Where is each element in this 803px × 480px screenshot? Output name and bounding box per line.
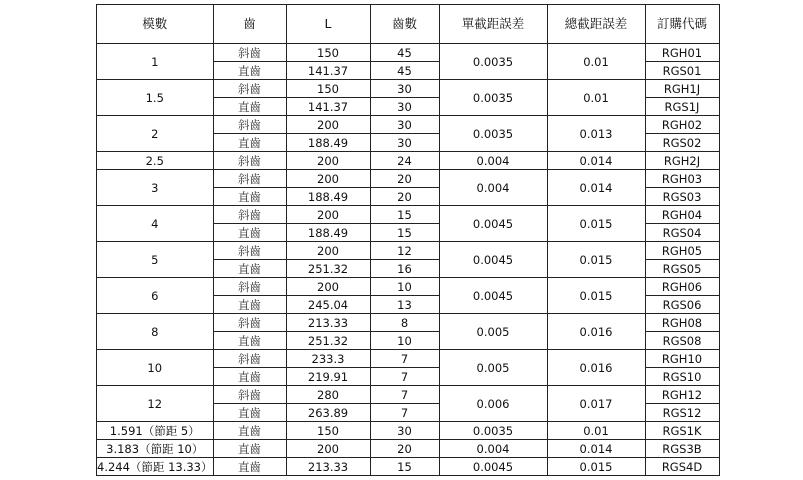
table-row xyxy=(97,422,720,440)
total-pitch-error-cell: 0.014 xyxy=(547,440,645,458)
table-row xyxy=(97,116,720,134)
module-cell: 10 xyxy=(97,350,214,386)
teeth-count-cell: 7 xyxy=(370,368,439,386)
table-row xyxy=(97,278,720,296)
teeth-count-cell: 20 xyxy=(370,188,439,206)
tooth-type-cell: 直齒 xyxy=(213,260,286,278)
total-pitch-error-cell: 0.016 xyxy=(547,314,645,350)
teeth-count-cell: 20 xyxy=(370,440,439,458)
total-pitch-error-cell: 0.014 xyxy=(547,152,645,170)
order-code-cell: RGS04 xyxy=(645,224,719,242)
header-total-pitch-error: 總截距誤差 xyxy=(547,5,645,44)
single-pitch-error-cell: 0.0035 xyxy=(439,422,547,440)
header-row xyxy=(97,5,720,44)
total-pitch-error-cell: 0.015 xyxy=(547,278,645,314)
order-code-cell: RGH06 xyxy=(645,278,719,296)
length-cell: 150 xyxy=(286,422,370,440)
header-module: 模數 xyxy=(97,5,214,44)
tooth-type-cell: 直齒 xyxy=(213,296,286,314)
single-pitch-error-cell: 0.0035 xyxy=(439,44,547,80)
teeth-count-cell: 45 xyxy=(370,62,439,80)
tooth-type-cell: 斜齒 xyxy=(213,278,286,296)
length-cell: 233.3 xyxy=(286,350,370,368)
teeth-count-cell: 30 xyxy=(370,98,439,116)
length-cell: 141.37 xyxy=(286,62,370,80)
order-code-cell: RGS4D xyxy=(645,458,719,476)
length-cell: 200 xyxy=(286,242,370,260)
single-pitch-error-cell: 0.0045 xyxy=(439,458,547,476)
module-cell: 12 xyxy=(97,386,214,422)
teeth-count-cell: 15 xyxy=(370,458,439,476)
tooth-type-cell: 斜齒 xyxy=(213,350,286,368)
total-pitch-error-cell: 0.015 xyxy=(547,458,645,476)
total-pitch-error-cell: 0.01 xyxy=(547,44,645,80)
teeth-count-cell: 7 xyxy=(370,386,439,404)
order-code-cell: RGH12 xyxy=(645,386,719,404)
order-code-cell: RGS12 xyxy=(645,404,719,422)
order-code-cell: RGS06 xyxy=(645,296,719,314)
tooth-type-cell: 直齒 xyxy=(213,188,286,206)
tooth-type-cell: 斜齒 xyxy=(213,170,286,188)
module-cell: 4 xyxy=(97,206,214,242)
teeth-count-cell: 15 xyxy=(370,224,439,242)
table-row xyxy=(97,80,720,98)
order-code-cell: RGH02 xyxy=(645,116,719,134)
tooth-type-cell: 直齒 xyxy=(213,440,286,458)
length-cell: 188.49 xyxy=(286,224,370,242)
order-code-cell: RGH08 xyxy=(645,314,719,332)
teeth-count-cell: 7 xyxy=(370,350,439,368)
length-cell: 150 xyxy=(286,44,370,62)
module-cell: 3 xyxy=(97,170,214,206)
tooth-type-cell: 斜齒 xyxy=(213,80,286,98)
order-code-cell: RGH05 xyxy=(645,242,719,260)
single-pitch-error-cell: 0.0035 xyxy=(439,80,547,116)
module-cell: 2 xyxy=(97,116,214,152)
table-row xyxy=(97,350,720,368)
length-cell: 200 xyxy=(286,116,370,134)
teeth-count-cell: 10 xyxy=(370,278,439,296)
total-pitch-error-cell: 0.014 xyxy=(547,170,645,206)
length-cell: 219.91 xyxy=(286,368,370,386)
module-cell: 1.5 xyxy=(97,80,214,116)
tooth-type-cell: 直齒 xyxy=(213,332,286,350)
teeth-count-cell: 16 xyxy=(370,260,439,278)
length-cell: 213.33 xyxy=(286,314,370,332)
module-cell: 3.183（節距 10） xyxy=(97,440,214,458)
total-pitch-error-cell: 0.017 xyxy=(547,386,645,422)
header-single-pitch-error: 單截距誤差 xyxy=(439,5,547,44)
order-code-cell: RGS05 xyxy=(645,260,719,278)
tooth-type-cell: 直齒 xyxy=(213,422,286,440)
length-cell: 213.33 xyxy=(286,458,370,476)
single-pitch-error-cell: 0.004 xyxy=(439,170,547,206)
table-body xyxy=(97,44,720,476)
single-pitch-error-cell: 0.0045 xyxy=(439,278,547,314)
tooth-type-cell: 斜齒 xyxy=(213,206,286,224)
length-cell: 188.49 xyxy=(286,134,370,152)
length-cell: 188.49 xyxy=(286,188,370,206)
table-row xyxy=(97,170,720,188)
gear-rack-spec-sheet xyxy=(96,4,720,476)
single-pitch-error-cell: 0.005 xyxy=(439,350,547,386)
single-pitch-error-cell: 0.006 xyxy=(439,386,547,422)
table-row xyxy=(97,152,720,170)
length-cell: 251.32 xyxy=(286,332,370,350)
order-code-cell: RGS3B xyxy=(645,440,719,458)
total-pitch-error-cell: 0.01 xyxy=(547,422,645,440)
module-cell: 1 xyxy=(97,44,214,80)
tooth-type-cell: 直齒 xyxy=(213,62,286,80)
total-pitch-error-cell: 0.015 xyxy=(547,206,645,242)
table-row xyxy=(97,206,720,224)
order-code-cell: RGS1J xyxy=(645,98,719,116)
length-cell: 263.89 xyxy=(286,404,370,422)
order-code-cell: RGS08 xyxy=(645,332,719,350)
table-row xyxy=(97,44,720,62)
tooth-type-cell: 直齒 xyxy=(213,368,286,386)
total-pitch-error-cell: 0.015 xyxy=(547,242,645,278)
teeth-count-cell: 12 xyxy=(370,242,439,260)
teeth-count-cell: 7 xyxy=(370,404,439,422)
single-pitch-error-cell: 0.0035 xyxy=(439,116,547,152)
teeth-count-cell: 30 xyxy=(370,80,439,98)
table-row xyxy=(97,458,720,476)
order-code-cell: RGH2J xyxy=(645,152,719,170)
tooth-type-cell: 斜齒 xyxy=(213,116,286,134)
teeth-count-cell: 8 xyxy=(370,314,439,332)
length-cell: 245.04 xyxy=(286,296,370,314)
teeth-count-cell: 45 xyxy=(370,44,439,62)
teeth-count-cell: 10 xyxy=(370,332,439,350)
teeth-count-cell: 15 xyxy=(370,206,439,224)
teeth-count-cell: 30 xyxy=(370,422,439,440)
tooth-type-cell: 直齒 xyxy=(213,404,286,422)
order-code-cell: RGH04 xyxy=(645,206,719,224)
total-pitch-error-cell: 0.013 xyxy=(547,116,645,152)
length-cell: 200 xyxy=(286,170,370,188)
teeth-count-cell: 24 xyxy=(370,152,439,170)
tooth-type-cell: 斜齒 xyxy=(213,152,286,170)
order-code-cell: RGS03 xyxy=(645,188,719,206)
tooth-type-cell: 直齒 xyxy=(213,134,286,152)
order-code-cell: RGH03 xyxy=(645,170,719,188)
length-cell: 200 xyxy=(286,440,370,458)
tooth-type-cell: 直齒 xyxy=(213,224,286,242)
order-code-cell: RGS10 xyxy=(645,368,719,386)
table-row xyxy=(97,386,720,404)
tooth-type-cell: 直齒 xyxy=(213,98,286,116)
spec-table xyxy=(96,4,720,476)
single-pitch-error-cell: 0.005 xyxy=(439,314,547,350)
single-pitch-error-cell: 0.004 xyxy=(439,152,547,170)
length-cell: 141.37 xyxy=(286,98,370,116)
module-cell: 6 xyxy=(97,278,214,314)
teeth-count-cell: 20 xyxy=(370,170,439,188)
single-pitch-error-cell: 0.0045 xyxy=(439,242,547,278)
module-cell: 5 xyxy=(97,242,214,278)
length-cell: 200 xyxy=(286,206,370,224)
tooth-type-cell: 斜齒 xyxy=(213,314,286,332)
table-row xyxy=(97,314,720,332)
tooth-type-cell: 斜齒 xyxy=(213,386,286,404)
length-cell: 251.32 xyxy=(286,260,370,278)
length-cell: 200 xyxy=(286,278,370,296)
module-cell: 1.591（節距 5） xyxy=(97,422,214,440)
order-code-cell: RGS1K xyxy=(645,422,719,440)
teeth-count-cell: 30 xyxy=(370,134,439,152)
teeth-count-cell: 30 xyxy=(370,116,439,134)
length-cell: 150 xyxy=(286,80,370,98)
module-cell: 2.5 xyxy=(97,152,214,170)
table-row xyxy=(97,242,720,260)
order-code-cell: RGS01 xyxy=(645,62,719,80)
table-row xyxy=(97,440,720,458)
teeth-count-cell: 13 xyxy=(370,296,439,314)
total-pitch-error-cell: 0.01 xyxy=(547,80,645,116)
tooth-type-cell: 斜齒 xyxy=(213,44,286,62)
order-code-cell: RGH10 xyxy=(645,350,719,368)
header-tooth-type: 齒 xyxy=(213,5,286,44)
module-cell: 8 xyxy=(97,314,214,350)
header-length: L xyxy=(286,5,370,44)
header-teeth-count: 齒數 xyxy=(370,5,439,44)
total-pitch-error-cell: 0.016 xyxy=(547,350,645,386)
header-order-code: 訂購代碼 xyxy=(645,5,719,44)
length-cell: 200 xyxy=(286,152,370,170)
order-code-cell: RGH01 xyxy=(645,44,719,62)
single-pitch-error-cell: 0.0045 xyxy=(439,206,547,242)
tooth-type-cell: 斜齒 xyxy=(213,242,286,260)
module-cell: 4.244（節距 13.33） xyxy=(97,459,213,474)
length-cell: 280 xyxy=(286,386,370,404)
order-code-cell: RGS02 xyxy=(645,134,719,152)
tooth-type-cell: 直齒 xyxy=(213,458,286,476)
single-pitch-error-cell: 0.004 xyxy=(439,440,547,458)
order-code-cell: RGH1J xyxy=(645,80,719,98)
